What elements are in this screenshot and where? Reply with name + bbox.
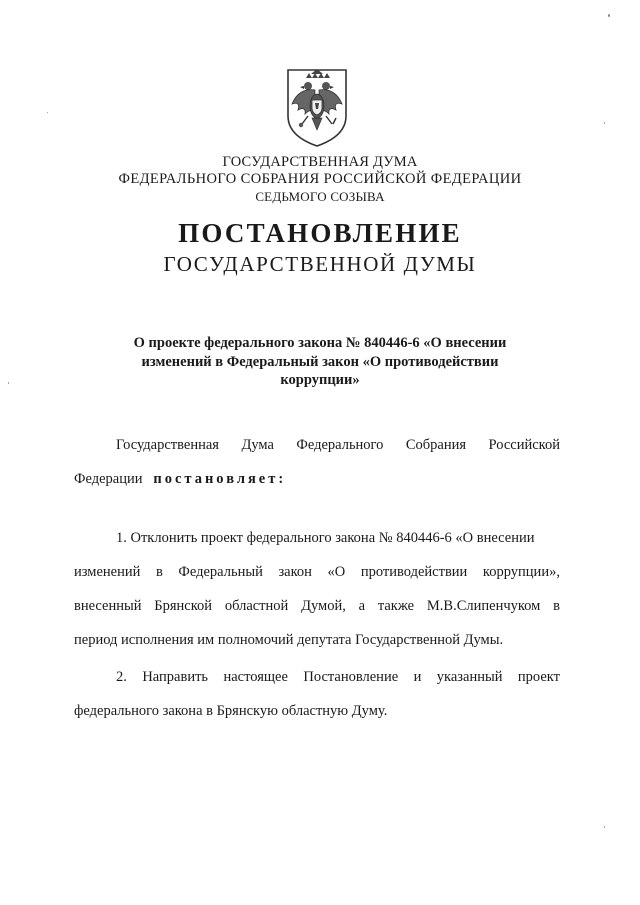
- intro-word: Государственная: [116, 437, 219, 453]
- subject-line-3: коррупции»: [280, 372, 360, 388]
- org-name-line-2: ФЕДЕРАЛЬНОГО СОБРАНИЯ РОССИЙСКОЙ ФЕДЕРАЦИИ: [118, 171, 522, 187]
- scan-speck: [604, 122, 605, 124]
- scan-speck: [8, 382, 9, 384]
- clause-word: противодействии: [360, 564, 468, 580]
- clause-1-line-1: 1. Отклонить проект федерального закона № 840446-6 «О внесении: [116, 530, 535, 546]
- document-subject: [120, 334, 520, 390]
- intro-word: Дума: [241, 437, 274, 453]
- document-title: ПОСТАНОВЛЕНИЕ: [178, 218, 462, 248]
- intro-paragraph: [74, 428, 560, 496]
- clause-2-line-1: [74, 660, 560, 694]
- document-subtitle: ГОСУДАРСТВЕННОЙ ДУМЫ: [163, 252, 477, 276]
- clause-word: Брянской: [154, 598, 213, 614]
- scan-speck: [47, 112, 48, 113]
- clause-word: и: [413, 669, 422, 685]
- intro-line-2: [74, 462, 560, 496]
- clause-word: М.В.Слипенчуком: [426, 598, 541, 614]
- clause-word: 2.: [116, 669, 127, 685]
- clause-1-line-4: период исполнения им полномочий депутата Государственной Думы.: [74, 632, 504, 648]
- intro-word: Российской: [488, 437, 560, 453]
- subject-line-2: изменений в Федеральный закон «О противодействии: [141, 353, 499, 370]
- intro-federation: Федерации: [74, 471, 143, 487]
- clause-word: а: [358, 598, 366, 614]
- clause-word: областной: [224, 598, 289, 614]
- clause-word: указанный: [436, 669, 503, 685]
- clause-2: [74, 660, 560, 728]
- clause-2-line-2: федерального закона в Брянскую областную Думу.: [74, 703, 388, 719]
- clause-word: проект: [517, 669, 560, 685]
- clause-1-line-2: [74, 555, 560, 589]
- clause-word: Думой,: [301, 598, 346, 614]
- clause-word: закон: [278, 564, 312, 580]
- clause-1-line-3: [74, 589, 560, 623]
- russian-coat-of-arms-icon: [282, 66, 352, 148]
- clause-word: Направить: [142, 669, 209, 685]
- clause-word: также: [377, 598, 415, 614]
- scan-speck: [608, 14, 610, 17]
- clause-word: коррупции»,: [482, 564, 560, 580]
- clause-word: в: [553, 598, 560, 614]
- decree-word: постановляет:: [153, 471, 287, 487]
- intro-word: Федерального: [296, 437, 384, 453]
- clause-1: [74, 521, 560, 657]
- clause-word: Федеральный: [178, 564, 263, 580]
- org-convocation: СЕДЬМОГО СОЗЫВА: [255, 189, 385, 204]
- org-name-line-1: ГОСУДАРСТВЕННАЯ ДУМА: [222, 154, 418, 170]
- clause-word: Постановление: [303, 669, 399, 685]
- intro-word: Собрания: [405, 437, 467, 453]
- clause-word: «О: [327, 564, 346, 580]
- subject-line-1: О проекте федерального закона № 840446-6 «О внесении: [133, 335, 507, 351]
- clause-word: внесенный: [74, 598, 142, 614]
- clause-word: настоящее: [223, 669, 288, 685]
- scan-speck: [604, 826, 605, 828]
- intro-line-1: [74, 428, 560, 462]
- clause-word: изменений: [74, 564, 141, 580]
- clause-word: в: [155, 564, 163, 580]
